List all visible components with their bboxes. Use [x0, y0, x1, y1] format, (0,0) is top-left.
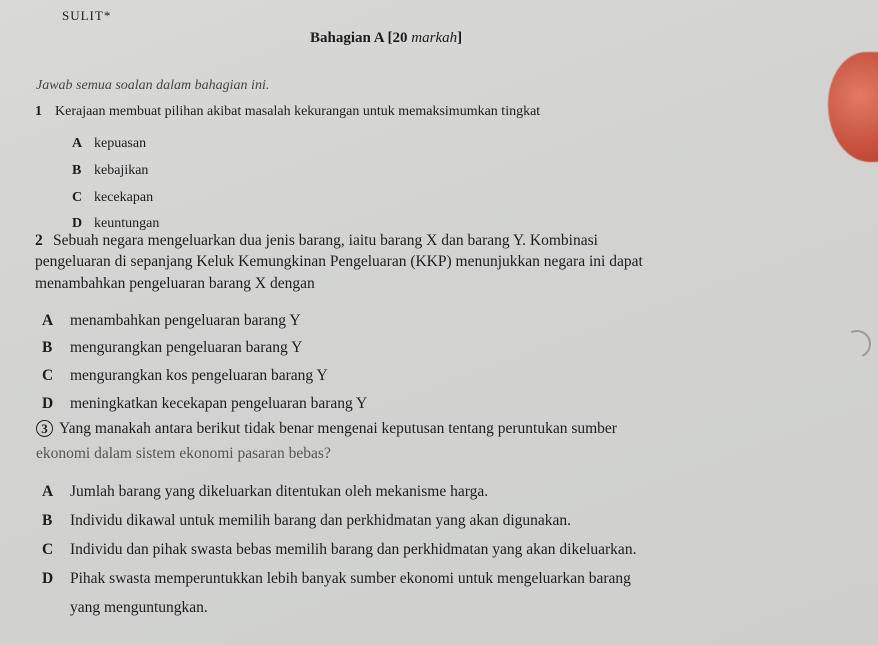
- question-1: [35, 104, 540, 120]
- q2-option-b-text: mengurangkan pengeluaran barang Y: [70, 339, 303, 356]
- q2-option-a[interactable]: [42, 312, 301, 330]
- q2-option-d-text: meningkatkan kecekapan pengeluaran barang Y: [70, 395, 368, 412]
- q3-option-a-letter: A: [42, 483, 54, 500]
- q3-option-b-letter: B: [42, 512, 53, 529]
- q2-option-c-letter: C: [42, 367, 54, 384]
- q2-option-d[interactable]: [42, 395, 367, 413]
- question-3-line2: ekonomi dalam sistem ekonomi pasaran bebas?: [36, 445, 331, 462]
- question-2-line1: Sebuah negara mengeluarkan dua jenis barang, iaitu barang X dan barang Y. Kombinasi: [53, 232, 598, 249]
- q2-option-b-letter: B: [42, 339, 53, 356]
- question-2-number: 2: [35, 232, 43, 249]
- q1-option-d[interactable]: [72, 216, 159, 232]
- q3-option-d-continuation: yang menguntungkan.: [70, 599, 208, 616]
- q3-option-c-text: Individu dan pihak swasta bebas memilih barang dan perkhidmatan yang akan dikeluarkan.: [70, 541, 637, 558]
- finger-blob: [828, 52, 878, 162]
- q2-option-c-text: mengurangkan kos pengeluaran barang Y: [70, 367, 328, 384]
- q1-option-c-letter: C: [72, 190, 83, 205]
- q3-option-b-text: Individu dikawal untuk memilih barang dan perkhidmatan yang akan digunakan.: [70, 512, 572, 529]
- q3-option-c-letter: C: [42, 541, 54, 558]
- question-3-line1: Yang manakah antara berikut tidak benar mengenai keputusan tentang peruntukan sumber: [59, 420, 617, 437]
- q1-option-d-text: keuntungan: [94, 216, 160, 231]
- q3-option-d-text: Pihak swasta memperuntukkan lebih banyak sumber ekonomi untuk mengeluarkan barang: [70, 570, 631, 587]
- q1-option-a-letter: A: [72, 136, 83, 151]
- instruction: Jawab semua soalan dalam bahagian ini.: [36, 78, 270, 93]
- question-2: [35, 232, 598, 250]
- question-1-text: Kerajaan membuat pilihan akibat masalah kekurangan untuk memaksimumkan tingkat: [55, 104, 541, 119]
- question-2-line2: pengeluaran di sepanjang Keluk Kemungkinan Pengeluaran (KKP) menunjukkan negara ini dapat: [35, 253, 643, 270]
- q1-option-b-letter: B: [72, 163, 82, 178]
- q2-option-d-letter: D: [42, 395, 54, 412]
- q3-option-d-letter: D: [42, 570, 54, 587]
- section-title-main: Bahagian A [20: [310, 30, 412, 46]
- q2-option-c[interactable]: [42, 367, 328, 385]
- q1-option-c-text: kecekapan: [94, 190, 154, 205]
- q2-option-a-letter: A: [42, 312, 54, 329]
- q1-option-a-text: kepuasan: [94, 136, 147, 151]
- q3-option-c[interactable]: [42, 541, 636, 559]
- question-2-line3: menambahkan pengeluaran barang X dengan: [35, 275, 315, 292]
- q1-option-b-text: kebajikan: [94, 163, 149, 178]
- q2-option-b[interactable]: [42, 339, 302, 357]
- header-mark: SULIT*: [62, 8, 112, 23]
- q1-option-d-letter: D: [72, 216, 83, 231]
- question-1-number: 1: [35, 104, 42, 119]
- section-title-italic: markah: [411, 30, 458, 46]
- q3-option-a[interactable]: [42, 483, 488, 501]
- q3-option-b[interactable]: [42, 512, 571, 530]
- question-3: [36, 420, 617, 438]
- q3-option-a-text: Jumlah barang yang dikeluarkan ditentukan oleh mekanisme harga.: [70, 483, 489, 500]
- section-title: [310, 30, 462, 47]
- question-3-number: 3: [36, 420, 53, 437]
- q1-option-b[interactable]: [72, 163, 148, 179]
- pen-mark: [839, 326, 875, 362]
- q1-option-a[interactable]: [72, 136, 146, 152]
- q2-option-a-text: menambahkan pengeluaran barang Y: [70, 312, 301, 329]
- q1-option-c[interactable]: [72, 190, 153, 206]
- q3-option-d[interactable]: [42, 570, 631, 588]
- section-title-end: ]: [457, 30, 463, 46]
